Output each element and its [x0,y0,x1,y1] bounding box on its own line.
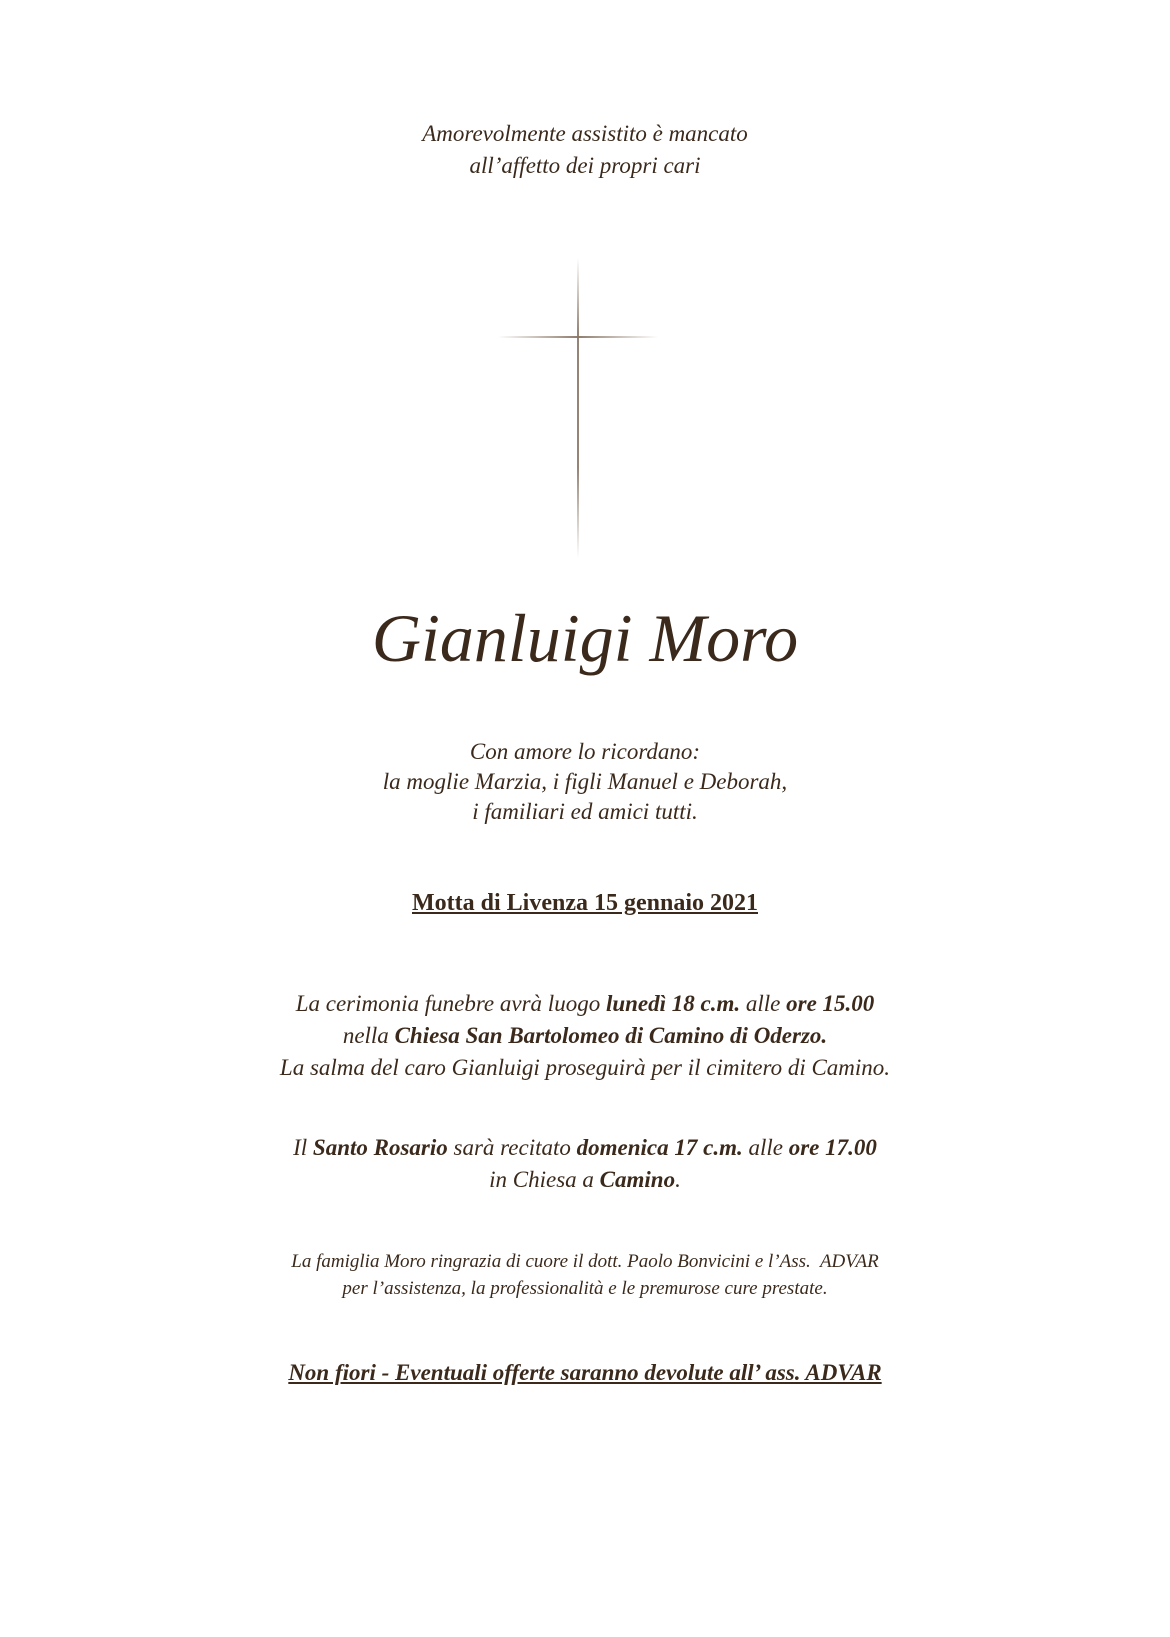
rosary-info [0,1132,1170,1196]
rosary-name: Santo Rosario [312,1135,448,1160]
intro-line-2: all’affetto dei propri cari [469,153,701,178]
ceremony-day: lunedì 18 c.m. [605,991,741,1016]
intro-line-1: Amorevolmente assistito è mancato [422,121,748,146]
rosary-text: in Chiesa a [489,1167,600,1192]
rosary-place: Camino [599,1167,676,1192]
ceremony-line-2 [0,1020,1170,1052]
ceremony-text: nella [342,1023,395,1048]
ceremony-text: alle [740,991,787,1016]
place-date-heading [0,888,1170,918]
ceremony-line-1 [0,988,1170,1020]
rosary-text: Il [293,1135,313,1160]
rosary-line-1 [0,1132,1170,1164]
thanks-line-2: per l’assistenza, la professionalità e le premurose cure prestate. [342,1278,828,1299]
remembrance-line-3: i familiari ed amici tutti. [472,799,698,824]
rosary-text: . [675,1167,681,1192]
ceremony-time: ore 15.00 [786,991,875,1016]
cross-vertical-beam [577,258,579,558]
deceased-name: Gianluigi Moro [371,600,799,676]
rosary-text: sarà recitato [447,1135,577,1160]
place-date-text: Motta di Livenza 15 gennaio 2021 [412,890,758,916]
rosary-time: ore 17.00 [788,1135,877,1160]
thanks-text [0,1248,1170,1302]
cross-horizontal-beam [498,336,658,338]
remembrance-line-1: Con amore lo ricordano: [469,739,701,764]
ceremony-line-3: La salma del caro Gianluigi proseguirà per il cimitero di Camino. [279,1055,891,1080]
rosary-line-2 [0,1164,1170,1196]
rosary-day: domenica 17 c.m. [576,1135,743,1160]
remembrance-text [0,737,1170,827]
rosary-text: alle [742,1135,789,1160]
flowers-note [0,1358,1170,1388]
flowers-note-text: Non fiori - Eventuali offerte saranno devolute all’ ass. ADVAR [288,1360,882,1385]
thanks-line-1: La famiglia Moro ringrazia di cuore il dott. Paolo Bonvicini e l’Ass. ADVAR [291,1251,879,1272]
latin-cross-icon [498,258,658,558]
remembrance-line-2: la moglie Marzia, i figli Manuel e Deborah, [382,769,788,794]
intro-text [0,118,1170,182]
ceremony-info [0,988,1170,1084]
ceremony-text: La cerimonia funebre avrà luogo [295,991,606,1016]
ceremony-church: Chiesa San Bartolomeo di Camino di Oderzo. [394,1023,828,1048]
